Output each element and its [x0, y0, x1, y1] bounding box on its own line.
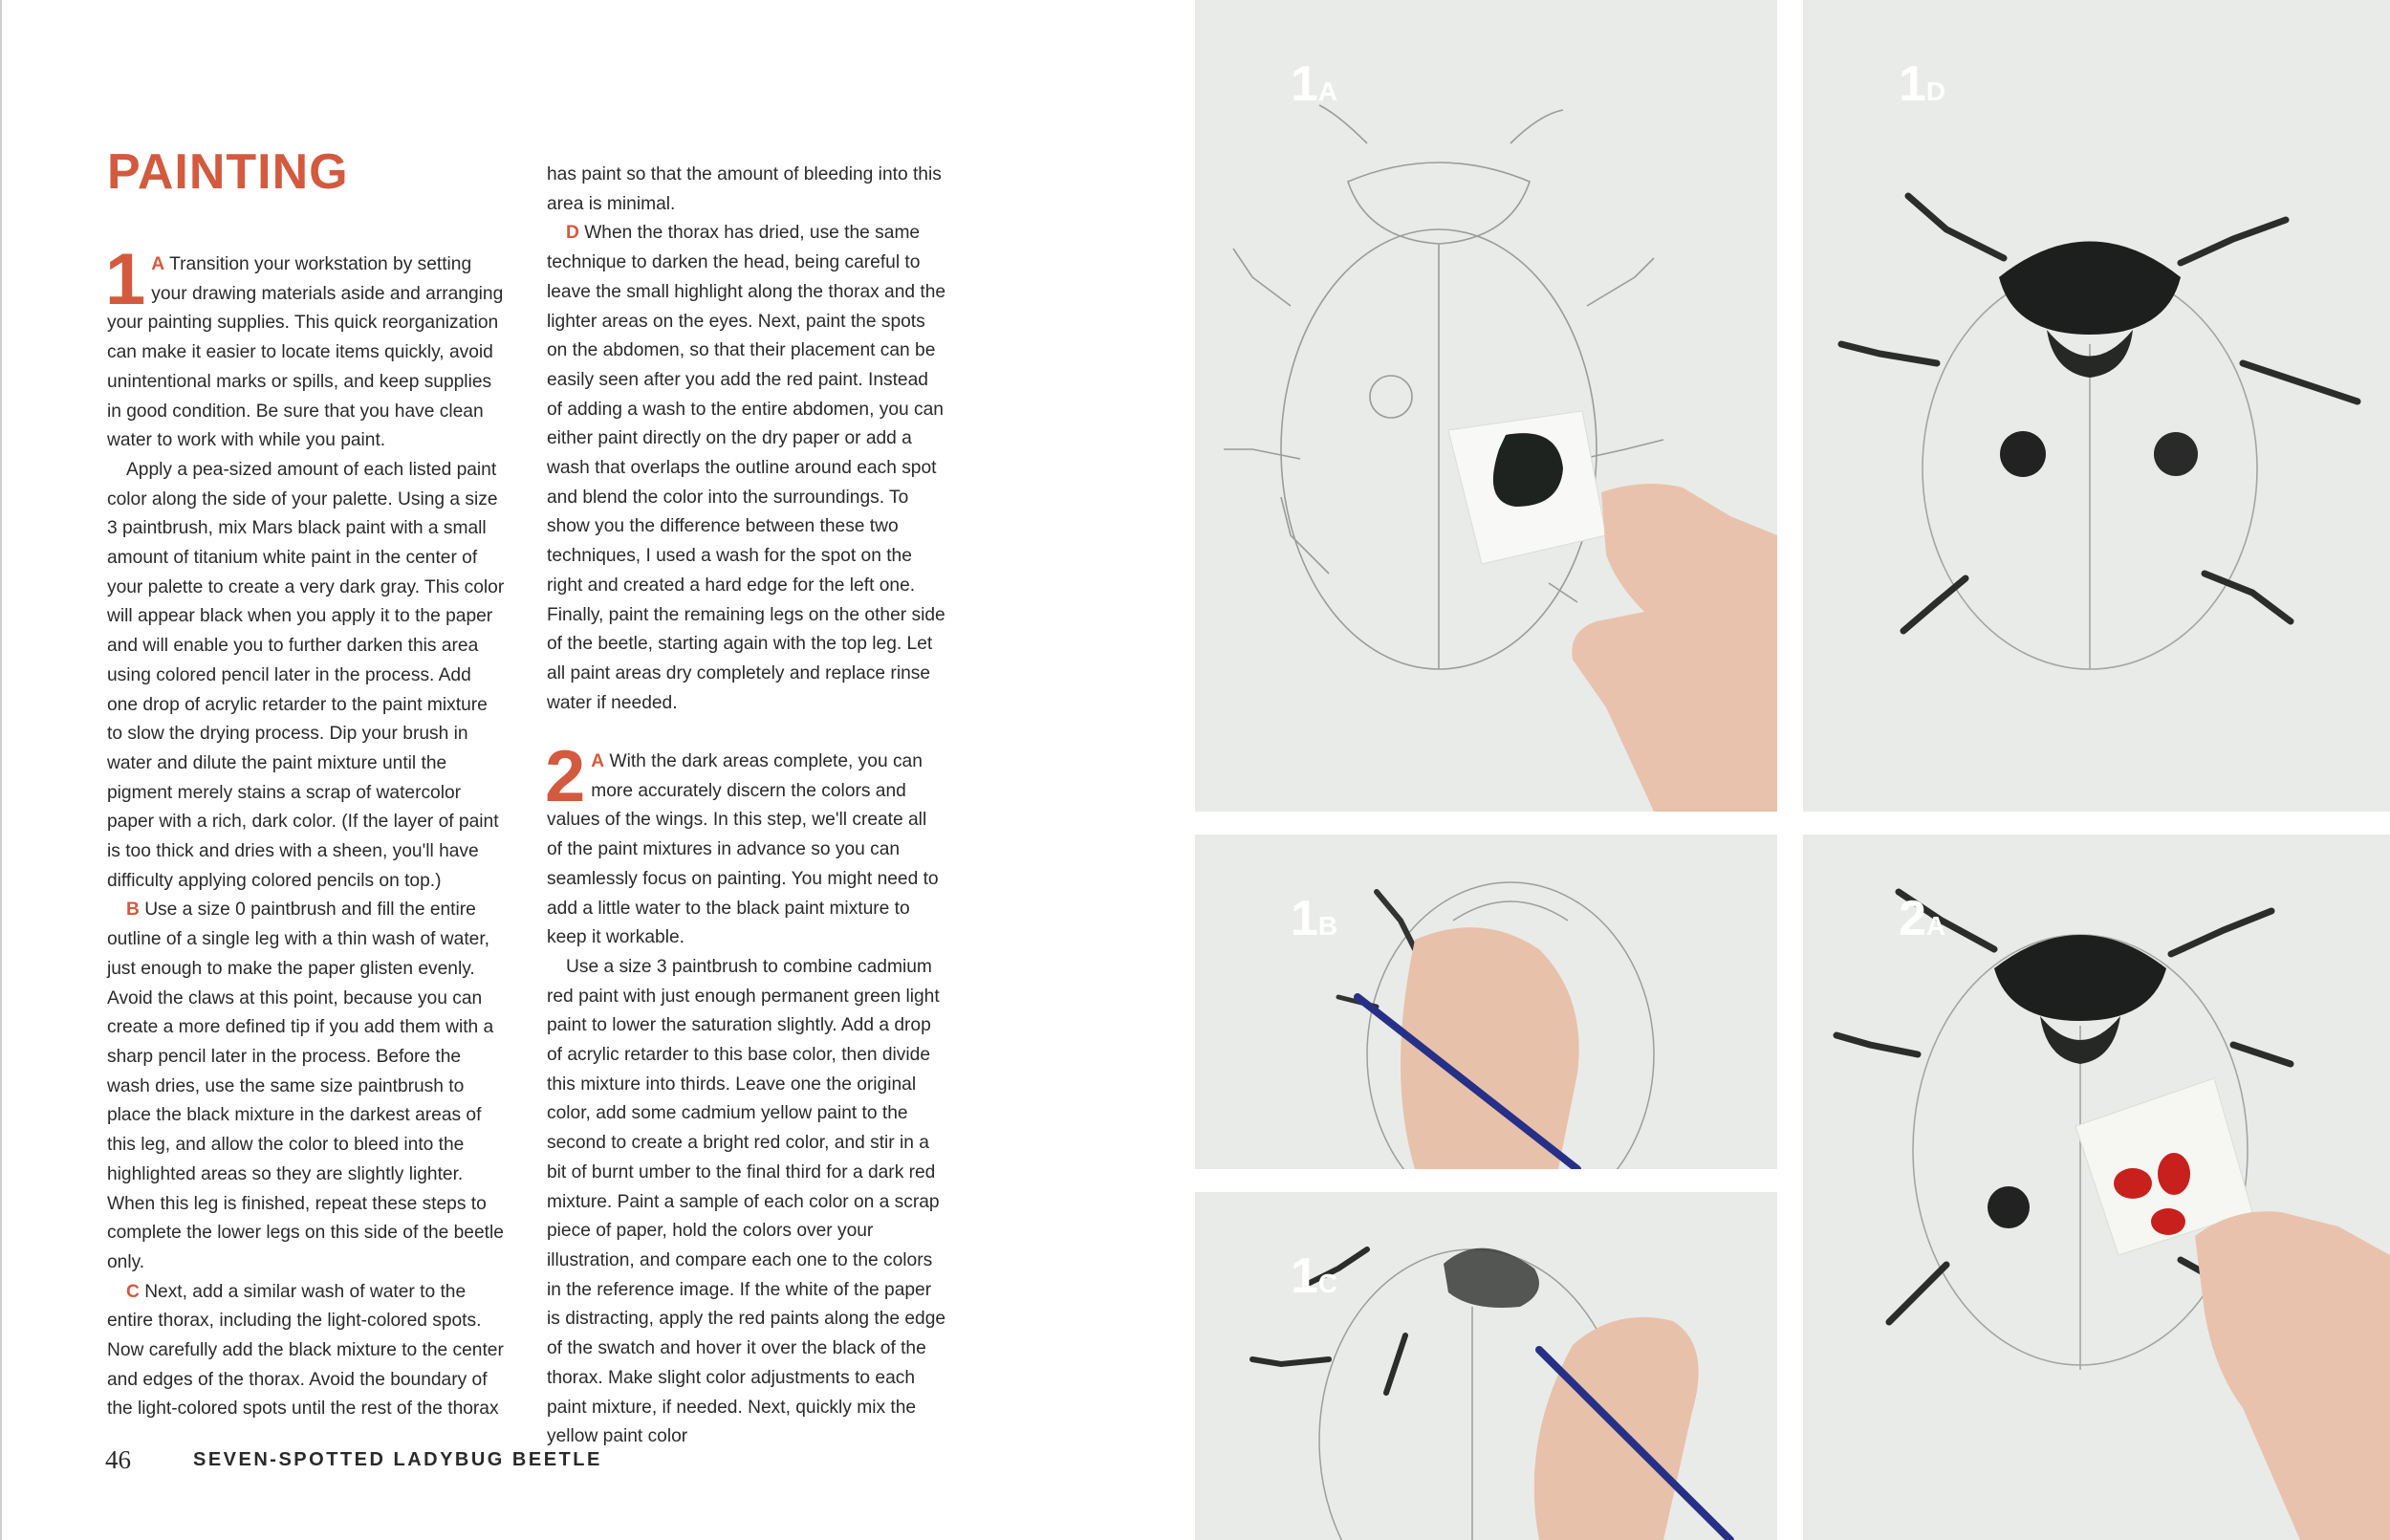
step-letter: A: [591, 751, 605, 772]
paragraph-text: Next, add a similar wash of water to the entire thorax, including the light-colored spots. Now carefully add the black mixture to the center and edges of the thorax. Avoid the boundary of the light-colored spots until the rest of the thorax: [107, 1281, 504, 1420]
photo-step-1d: [1803, 0, 2390, 812]
paragraph: Use a size 3 paintbrush to combine cadmium red paint with just enough permanent green light paint to lower the saturation slightly. Add a drop of acrylic retarder to this base color, then divide this mixture into thirds. Leave one the original color, add some cadmium yellow paint to the second to create a bright red color, and stir in a bit of burnt umber to the final third for a dark red mixture. Paint a sample of each color on a scrap piece of paper, hold the colors over your illustration, and compare each one to the colors in the reference image. If the white of the paper is distracting, apply the red paints along the edge of the swatch and hover it over the black of the thorax. Make slight color adjustments to each paint mixture, if needed. Next, quickly mix the yellow paint color: [547, 956, 946, 1447]
page-edge: [0, 0, 2, 1540]
paragraph-step-1a: [105, 239, 507, 456]
step-label-2a: 2A: [1899, 891, 1946, 946]
text-column-middle: [547, 161, 946, 1452]
step-letter: A: [151, 254, 165, 274]
paper-scrap: [1448, 411, 1606, 564]
photo-step-2a: [1803, 835, 2390, 1540]
running-footer-title: SEVEN-SPOTTED LADYBUG BEETLE: [193, 1449, 602, 1470]
step-label-1a: 1A: [1291, 56, 1338, 112]
step-label-1b: 1B: [1291, 891, 1338, 946]
paragraph-step-2a: [545, 736, 946, 953]
step-label-1c: 1C: [1291, 1248, 1338, 1304]
step-letter: B: [126, 900, 140, 921]
ladybug-leg-painting-illustration: [1195, 835, 1777, 1169]
paragraph-step-1d: [547, 219, 946, 718]
ladybug-sketch-illustration: [1195, 0, 1777, 812]
photo-step-1b: [1195, 835, 1777, 1169]
paragraph: Apply a pea-sized amount of each listed paint color along the side of your palette. Using a size 3 paintbrush, mix Mars black paint with a small amount of titanium white paint in the center of your palette to create a very dark gray. This color will appear black when you apply it to the paper and will enable you to further darken this area using colored pencil later in the process. Add one drop of acrylic retarder to the paint mixture to slow the drying process. Dip your brush in water and dilute the paint mixture until the pigment merely stains a scrap of watercolor paper with a rich, dark color. (If the layer of paint is too thick and dries with a sheen, you'll have difficulty applying colored pencils on top.): [107, 459, 505, 891]
paragraph-text: Use a size 0 paintbrush and fill the entire outline of a single leg with a thin wash of water, just enough to make the paper glisten evenly. Avoid the claws at this point, because you can create a more defined tip if you add them with a sharp pencil later in the process. Before the wash dries, use the same size paintbrush to place the black mixture in the darkest areas of this leg, and allow the color to bleed into the highlighted areas so they are slightly lighter. When this leg is finished, repeat these steps to complete the lower legs on this side of the beetle only.: [107, 900, 504, 1272]
photo-step-1c: [1195, 1192, 1777, 1540]
paragraph-step-1c: [107, 1278, 507, 1425]
section-heading: PAINTING: [107, 144, 349, 200]
photo-step-1a: [1195, 0, 1777, 812]
paragraph-step-1b: [107, 896, 507, 1277]
step-number: 2: [545, 736, 586, 818]
page-number: 46: [105, 1445, 131, 1474]
step-label-1d: 1D: [1899, 56, 1946, 112]
ladybug-thorax-painting-illustration: [1195, 1192, 1777, 1540]
paragraph: has paint so that the amount of bleeding into this area is minimal.: [547, 164, 942, 214]
ladybug-painted-black-illustration: [1803, 0, 2390, 812]
paragraph-text: When the thorax has dried, use the same technique to darken the head, being careful to leave the small highlight along the thorax and the lighter areas on the eyes. Next, paint the spots on the abdomen, so that their placement can be easily seen after you add the red paint. Instead of adding a wash to the entire abdomen, you can either paint directly on the dry paper or add a wash that overlaps the outline around each spot and blend the color into the surroundings. To show you the difference between these two techniques, I used a wash for the spot on the right and created a hard edge for the left one. Finally, paint the remaining legs on the other side of the beetle, starting again with the top leg. Let all paint areas dry completely and replace rinse water if needed.: [547, 223, 946, 713]
step-letter: C: [126, 1281, 140, 1302]
text-column-left: [105, 239, 507, 1424]
paragraph-text: With the dark areas complete, you can more accurately discern the colors and values of the wings. In this step, we'll create all of the paint mixtures in advance so you can seamlessly focus on painting. You might need to add a little water to the black paint mixture to keep it workable.: [547, 751, 939, 948]
step-letter: D: [566, 223, 579, 244]
ladybug-red-paint-illustration: [1803, 835, 2390, 1540]
step-number: 1: [105, 239, 146, 320]
paragraph-text: Transition your workstation by setting your drawing materials aside and arranging your painting supplies. This quick reorganization can make it easier to locate items quickly, avoid unintentional marks or spills, and keep supplies in good condition. Be sure that you have clean water to work with while you paint.: [107, 254, 504, 451]
